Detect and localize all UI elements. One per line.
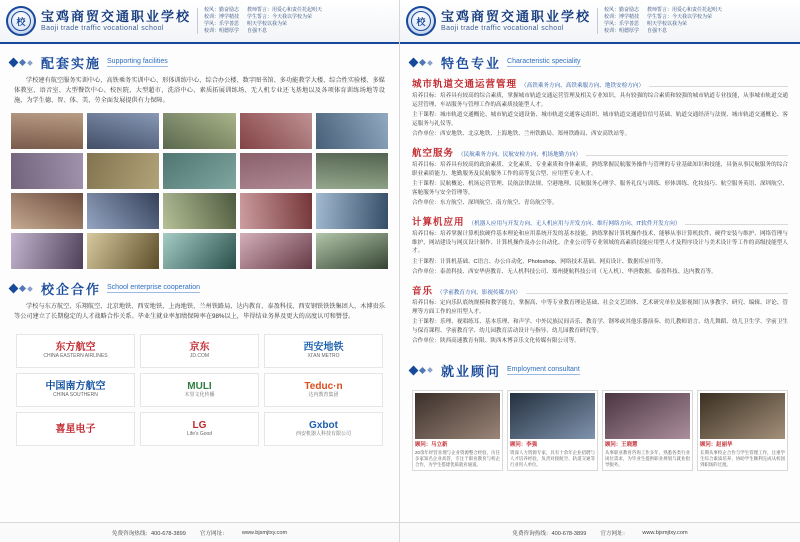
left-header (0, 0, 399, 44)
major-rule (649, 86, 788, 87)
school-motto-list (604, 7, 722, 35)
header-divider (597, 8, 598, 34)
partner-logo (264, 412, 383, 446)
motto-item: 校风：勤奋励志 (604, 7, 640, 13)
specialty-title-en: Characteristic speciality (507, 58, 581, 65)
section-title-facilities (10, 53, 399, 72)
partner-logo (140, 334, 259, 368)
motto-item: 明天学校以我为荣 (247, 21, 288, 27)
school-name-cn: 宝鸡商贸交通职业学校 (41, 8, 192, 24)
motto-item: 教师誓言：用爱心和责任托起明天 (647, 7, 723, 13)
consultant-card (507, 390, 598, 472)
partner-logo-name: 中国南方航空 (45, 381, 106, 392)
major-header (412, 283, 788, 297)
facility-photo (86, 192, 160, 230)
right-page (400, 0, 800, 542)
partner-logo-name: MULI (187, 381, 212, 392)
facility-photo (239, 192, 313, 230)
cooperation-title-cn: 校企合作 (41, 282, 102, 297)
partner-logo-sub: 木里文化传播 (184, 392, 215, 398)
facility-photo (86, 152, 160, 190)
motto-item: 校训：明德厚学 (604, 28, 640, 34)
partner-logo-name: 东方航空 (55, 342, 96, 353)
diamond-icon (410, 59, 435, 66)
partner-logo-name: Teduc·n (304, 381, 343, 392)
cooperation-title-en: School enterprise cooperation (107, 284, 201, 291)
facility-photo (10, 232, 84, 270)
consultant-card (602, 390, 693, 472)
facility-photo (315, 192, 389, 230)
major-rule (586, 155, 788, 156)
major-block (412, 145, 788, 208)
consultant-photo (700, 393, 785, 439)
consultant-title-cn: 就业顾问 (441, 363, 502, 379)
school-name-en: Baoji trade traffic vocational school (41, 24, 164, 32)
facility-photo (86, 232, 160, 270)
major-text-line: 合作单位：西安地铁、北京地铁、上海地铁、兰州铁路局、郑州铁路局、西安高铁站等。 (412, 131, 631, 138)
diamond-icon (10, 59, 35, 66)
major-block (412, 214, 788, 277)
motto-item: 学风：乐学善思 (204, 21, 240, 27)
major-text-line: 培养目标：培养具有较高的综合素质，掌握城市轨道交通运营管理及相关专业知识，具有较强的综合素质和较强的城市轨道专业技能，从事城市轨道交通运营管理、车站服务与管理工作的高素质技能型人才。 (412, 93, 788, 108)
motto-item: 学生誓言：今天我以学校为荣 (647, 14, 713, 20)
motto-item: 校风：勤奋励志 (204, 7, 240, 13)
partner-logo-sub: XI'AN METRO (307, 353, 340, 359)
partner-logo-name: 京东 (189, 342, 210, 353)
consultant-photo (415, 393, 500, 439)
major-directions: （高铁乘务方向、高铁乘服方向、地铁安检方向） (521, 83, 645, 89)
facilities-photo-grid (10, 112, 389, 270)
partner-logo (140, 412, 259, 446)
consultant-bio: 资深人力资源专家，具有十余年企业招聘与人才培养经验，负责对接航空、轨道交通等行业用人单位。 (510, 449, 595, 468)
major-name: 城市轨道交通运营管理 (412, 79, 518, 90)
facility-photo (315, 152, 389, 190)
school-name-cn: 宝鸡商贸交通职业学校 (441, 8, 592, 24)
major-directions: （机器人应用与开发方向、无人机应用与开发方向、维行网络方向、IT软件开发方向） (468, 220, 681, 227)
consultant-bio: 从事职业教育咨询工作多年，熟悉各类行业岗位需求，为毕业生提供职业规划与就业指导服务。 (605, 449, 690, 468)
partner-logo-sub: 达内教育集团 (308, 392, 339, 398)
partner-logo-sub: CHINA SOUTHERN (53, 392, 98, 398)
school-name-en: Baoji trade traffic vocational school (441, 24, 564, 32)
consultant-card-grid (412, 390, 788, 472)
facility-photo (162, 112, 236, 150)
major-list (400, 76, 800, 352)
facility-photo (239, 232, 313, 270)
motto-item: 自强不息 (647, 28, 668, 34)
major-text-line: 主干课程：民航概论、机场运营管理、民航法律法规、空港地理、民航服务心理学、服务礼仪与训练、形体训练、化妆技巧、航空服务英语、深圳航空、客舱服务与安全管理等。 (412, 181, 788, 196)
school-crest-icon: 校 (406, 6, 436, 36)
partner-logo-name: 西安地铁 (303, 342, 344, 353)
consultant-title-en: Employment consultant (507, 365, 580, 373)
major-text-line: 合作单位：陕西高速教育有限、陕西木博音乐文化传媒有限公司等。 (412, 338, 580, 345)
facility-photo (10, 152, 84, 190)
partner-logo (264, 334, 383, 368)
major-block (412, 283, 788, 346)
consultant-name: 顾问：王晓慧 (605, 441, 638, 448)
footer-hotline: 免费咨询热线：400-678-3899 (111, 530, 186, 537)
specialty-title-cn: 特色专业 (441, 56, 502, 71)
footer-website-label: 官方网址： (199, 530, 228, 537)
major-name: 计算机应用 (412, 216, 465, 228)
left-footer (0, 522, 399, 542)
partner-logo-sub: CHINA EASTERN AIRLINES (43, 353, 108, 359)
partner-logo-sub: 西安机器人科技有限公司 (295, 431, 351, 437)
major-directions: （民航乘务方向、民航安检方向、机场地勤方向） (458, 151, 582, 158)
partner-logo-sub: Life's Good (186, 431, 213, 437)
consultant-card (697, 390, 788, 472)
school-motto-list (204, 7, 322, 35)
facilities-title-cn: 配套实施 (41, 56, 102, 71)
motto-item: 校训：博学精技 (204, 14, 240, 20)
motto-item: 校训：博学精技 (604, 14, 640, 20)
facility-photo (10, 112, 84, 150)
major-text-line: 培养目标：培养掌握计算机软硬件基本理论和应用系统开发的基本技能，熟练掌握计算机操作技术，能够从事计算机软件、硬件安装与维护、网络管理与维护、网站建设与网页设计制作、计算机操作及办公自动化、企业公司等专业领域的高素质技能应用型人才及程序设计与美术设计等工作的高级技能型人才。 (412, 230, 788, 255)
partner-logo-name: Gxbot (309, 420, 338, 431)
major-directions: （学前教育方向、影视传媒方向） (437, 289, 521, 296)
major-text-line: 主干课程：计算机基础、C语言、办公自动化、Photoshop、网络技术基础、网页设计、数据库应用等。 (412, 258, 667, 265)
consultant-bio: 20余年经营业理与企业资源整合经验，历任多家知名企业高管，专注于职业教育与校企合作，为学生搭建优质就业通道。 (415, 449, 500, 468)
major-text-line: 主干课程：城市轨道交通概论、城市轨道交通设备、城市轨道交通客运组织、城市轨道交通通信信号基础、轨道交通经济与法规、城市轨道交通概论、客运服务与礼仪等。 (412, 112, 788, 127)
major-header (412, 214, 788, 228)
diamond-icon (410, 367, 435, 374)
right-header (400, 0, 800, 44)
consultant-photo (510, 393, 595, 439)
consultant-name: 顾问：赵丽华 (700, 441, 733, 448)
major-name: 航空服务 (412, 147, 455, 159)
facility-photo (162, 232, 236, 270)
facilities-title-en: Supporting facilities (107, 58, 168, 65)
partner-logo-name: 喜星电子 (55, 423, 96, 435)
facility-photo (162, 152, 236, 190)
facility-photo (239, 152, 313, 190)
major-block (412, 76, 788, 139)
consultant-name: 顾问：马立新 (415, 441, 448, 448)
partner-logo (16, 412, 135, 446)
partner-logo-grid (16, 334, 383, 446)
right-footer (400, 522, 800, 542)
footer-hotline: 免费咨询热线：400-678-3899 (512, 530, 587, 537)
facility-photo (86, 112, 160, 150)
major-header (412, 145, 788, 159)
footer-website-label: 官方网址： (600, 530, 629, 537)
major-header (412, 76, 788, 90)
consultant-name: 顾问：李强 (510, 441, 537, 448)
major-text-line: 合作单位：东方航空、深圳航空、南方航空、青岛航空等。 (412, 200, 558, 207)
major-name: 音乐 (412, 285, 434, 297)
partner-logo-sub: JD.COM (189, 353, 210, 359)
facility-photo (315, 112, 389, 150)
consultant-bio: 长期从事校企合作与学生管理工作，注重学生综合素质培养，协助学生顺利完成从校园到职场的过渡。 (700, 449, 785, 468)
facilities-body: 学校建有航空服务实训中心、高铁乘务实训中心、形体训练中心、综合办公楼、数字图书馆、多功能教学大楼、综合性实验楼、多媒体教室、语音室、大型餐饮中心、校医院、大型超市、洗浴中心、素质拓展训练场、无人机专业还飞基地以及各项体育训练场地等设施，为学生德、智、体、美、劳全面发展提供有力保障。 (14, 77, 385, 104)
motto-item: 学生誓言：今天我以学校为荣 (247, 14, 313, 20)
partner-logo-name: LG (192, 420, 207, 431)
partner-logo (264, 373, 383, 407)
section-title-consultant (410, 361, 800, 380)
major-rule (685, 224, 788, 225)
motto-item: 学风：乐学善思 (604, 21, 640, 27)
footer-website[interactable]: www.bjsmjtxy.com (642, 529, 688, 536)
motto-item: 校训：明德厚学 (204, 28, 240, 34)
diamond-icon (10, 285, 35, 292)
major-text-line: 主干课程：乐理、视唱练耳、基本乐理、和声学、中外民族民间音乐、教育学、钢琴或其他乐器演奏、幼儿教师语言、幼儿舞蹈、幼儿卫生学、学前卫生与保育课程、学前教育学、幼儿园教育活动设计与指导、幼儿园教育研究等。 (412, 319, 788, 334)
facility-photo (239, 112, 313, 150)
major-text-line: 培养目标：培养具有较高的政治素质、文化素质、专业素质和身体素质，熟练掌握民航服务操作与管理的专业基础知识和技能，具备从事民航服务的综合职业素质能力、地勤服务及民航服务工作的高等复合型、应用型专业人才。 (412, 161, 788, 177)
school-crest-icon: 校 (6, 6, 36, 36)
partner-logo (16, 334, 135, 368)
footer-website[interactable]: www.bjsmjtxy.com (241, 529, 288, 536)
section-title-specialty (410, 53, 800, 72)
motto-item: 明天学校以我为荣 (647, 21, 688, 27)
facility-photo (315, 232, 389, 270)
facility-photo (10, 192, 84, 230)
school-name-block (441, 9, 591, 34)
partner-logo (16, 373, 135, 407)
partner-logo (140, 373, 259, 407)
cooperation-body: 学校与东方航空、乐翔航空、北京地铁、西安地铁、上海地铁、兰州铁路局、达内教育、泰盈科技、西安钢铁铁铁集团人、木博贵乐等公司建立了长期稳定的人才战略合作关系。毕业生就业率加绩保障率在98%以上，毕得结业务界及更大的高度认可和赞誉。 (14, 303, 385, 320)
major-text-line: 培养目标：定向乐队底统规模和教学能力，掌握高、中等专业教育理论基础、社会文艺团体、艺术研究单位及影视图门从事教学、研究、编辑、评论、管理等方面工作的应用型人才。 (412, 299, 788, 315)
motto-item: 教师誓言：用爱心和责任托起明天 (247, 7, 323, 13)
school-name-block (41, 9, 191, 34)
major-rule (526, 293, 788, 294)
motto-item: 自强不息 (247, 28, 268, 34)
section-title-cooperation (10, 279, 399, 298)
consultant-photo (605, 393, 690, 439)
facility-photo (162, 192, 236, 230)
header-divider (197, 8, 198, 34)
major-text-line: 合作单位：泰盈科技、西安华唐教育、无人机科技公司、郑州捷航科技公司（无人机）、华唐数据、泰盈科技、达内教育等。 (412, 269, 717, 276)
consultant-card (412, 390, 503, 472)
